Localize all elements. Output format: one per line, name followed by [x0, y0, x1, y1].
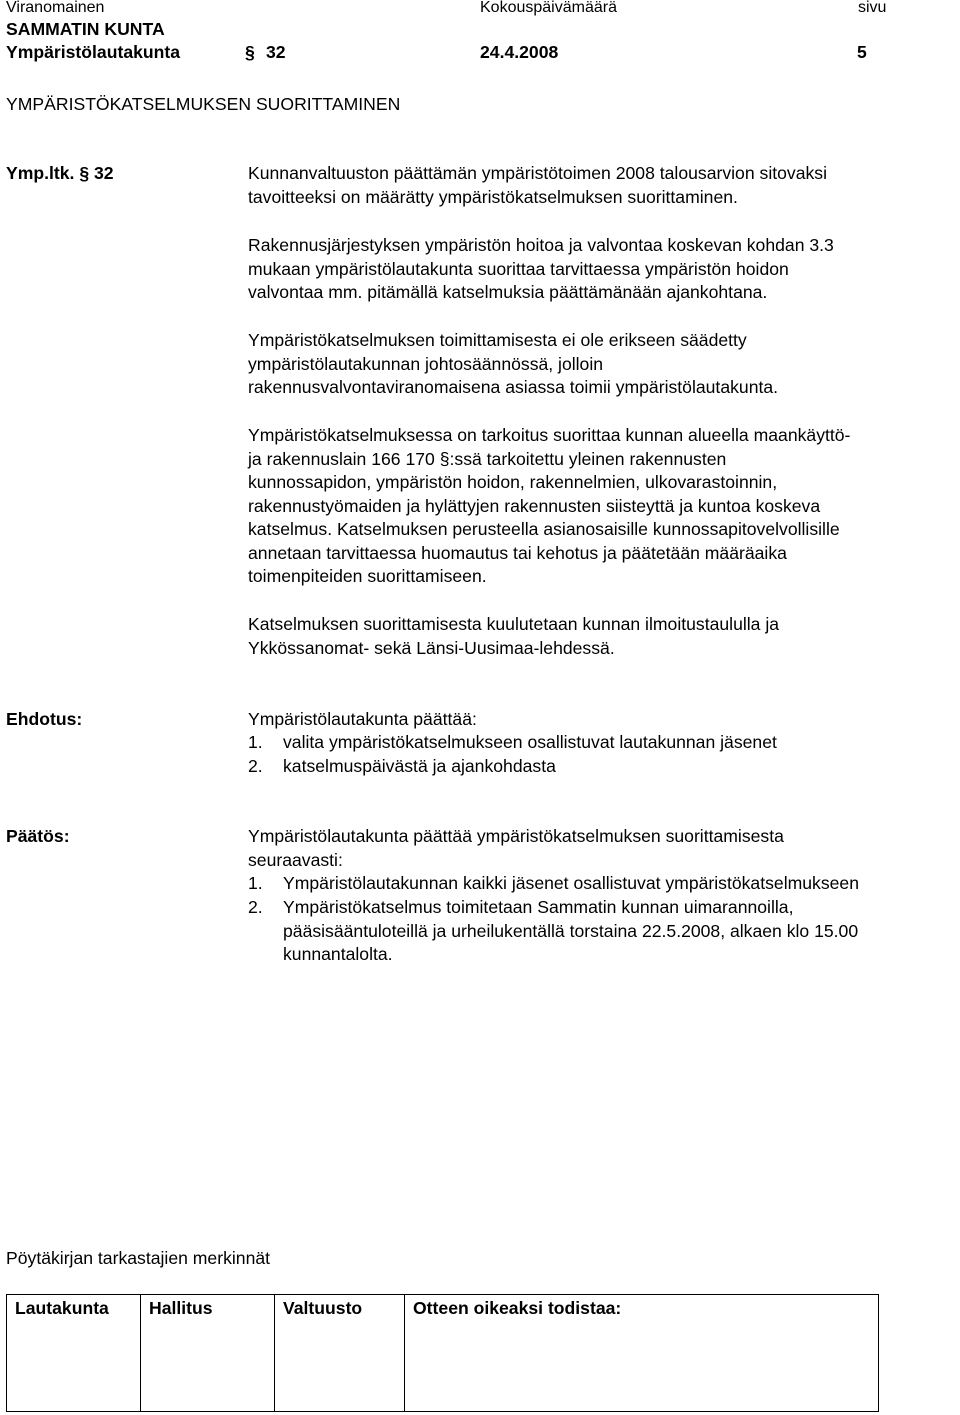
review-title: Pöytäkirjan tarkastajien merkinnät	[6, 1248, 271, 1268]
signature-cell-certification: Otteen oikeaksi todistaa:	[405, 1295, 879, 1412]
paragraph-4	[248, 424, 960, 589]
decision-label: Päätös:	[6, 826, 70, 846]
paragraph-1	[248, 162, 960, 209]
paragraph-3	[248, 329, 960, 400]
paragraph-line: Rakennusjärjestyksen ympäristön hoitoa ja valvontaa koskevan kohdan 3.3	[248, 235, 834, 255]
paragraph-line: tavoitteeksi on määrätty ympäristökatselmuksen suorittaminen.	[248, 186, 738, 207]
signature-cell-lautakunta: Lautakunta	[7, 1295, 141, 1412]
list-text-continued: pääsisääntuloteillä ja urheilukentällä torstaina 22.5.2008, alkaen klo 15.00	[283, 921, 859, 941]
list-text: valita ympäristökatselmukseen osallistuvat lautakunnan jäsenet	[283, 732, 777, 752]
paragraph-line: annetaan tarvittaessa huomautus tai kehotus ja päätetään määräaika	[248, 542, 787, 563]
paragraph-line: seuraavasti:	[248, 849, 343, 870]
case-reference	[6, 162, 114, 186]
list-text: Ympäristökatselmus toimitetaan Sammatin kunnan uimarannoilla,	[283, 897, 794, 917]
signature-table	[6, 1294, 879, 1412]
paragraph-line: kunnossapidon, ympäristön hoidon, rakennelmien, ulkovarastoinnin,	[248, 472, 778, 492]
paragraph-line: Ykkössanomat- sekä Länsi-Uusimaa-lehdessä.	[248, 637, 615, 658]
list-number: 1.	[248, 732, 263, 752]
board-name: Ympäristölautakunta	[6, 42, 181, 62]
list-number: 2.	[248, 756, 263, 776]
meeting-date: 24.4.2008	[480, 42, 559, 62]
case-number: 32	[94, 163, 114, 183]
header-col1-label: Viranomainen	[6, 0, 105, 16]
paragraph-line: Kunnanvaltuuston päättämän ympäristötoimen 2008 talousarvion sitovaksi	[248, 163, 827, 183]
decision-item	[248, 896, 793, 920]
signature-cell-valtuusto: Valtuusto	[275, 1295, 405, 1412]
municipality-name: SAMMATIN KUNTA	[6, 19, 165, 39]
list-text-continued: kunnantalolta.	[283, 944, 393, 964]
paragraph-line: ympäristölautakunnan johtosäännössä, jolloin	[248, 353, 604, 374]
case-prefix: Ymp.ltk.	[6, 163, 75, 183]
list-text: Ympäristölautakunnan kaikki jäsenet osallistuvat ympäristökatselmukseen	[283, 873, 859, 893]
paragraph-line: toimenpiteiden suorittamiseen.	[248, 566, 487, 586]
header-col2-label: Kokouspäivämäärä	[480, 0, 617, 16]
list-text: katselmuspäivästä ja ajankohdasta	[283, 756, 556, 776]
paragraph-line: rakennustyömaiden ja hylättyjen rakennusten siisteyttä ja kuntoa koskeva	[248, 495, 821, 516]
section-number: 32	[266, 42, 286, 62]
decision-intro	[248, 825, 960, 872]
list-number: 2.	[248, 897, 263, 917]
paragraph-line: mukaan ympäristölautakunta suorittaa tarvittaessa ympäristön hoidon	[248, 258, 789, 279]
paragraph-2	[248, 234, 960, 305]
paragraph-line: rakennusvalvontaviranomaisena asiassa toimii ympäristölautakunta.	[248, 377, 779, 397]
header-col3-label: sivu	[858, 0, 887, 16]
signature-cell-hallitus: Hallitus	[141, 1295, 275, 1412]
paragraph-line: Ympäristökatselmuksen toimittamisesta ei ole erikseen säädetty	[248, 330, 747, 350]
section-sign: §	[245, 42, 255, 62]
proposal-intro: Ympäristölautakunta päättää:	[248, 709, 477, 729]
paragraph-line: Katselmuksen suorittamisesta kuulutetaan kunnan ilmoitustaululla ja	[248, 614, 780, 634]
page-number: 5	[857, 42, 867, 62]
document-title: YMPÄRISTÖKATSELMUKSEN SUORITTAMINEN	[6, 94, 401, 114]
paragraph-5	[248, 613, 960, 660]
paragraph-line: ja rakennuslain 166 170 §:ssä tarkoitettu yleinen rakennusten	[248, 448, 727, 469]
paragraph-line: Ympäristökatselmuksessa on tarkoitus suorittaa kunnan alueella maankäyttö-	[248, 425, 851, 445]
case-sign: §	[79, 163, 90, 183]
list-number: 1.	[248, 873, 263, 893]
proposal-item	[248, 755, 556, 779]
proposal-label: Ehdotus:	[6, 709, 83, 729]
paragraph-line: Ympäristölautakunta päättää ympäristökatselmuksen suorittamisesta	[248, 826, 784, 846]
paragraph-line: valvontaa mm. pitämällä katselmuksia päättämänään ajankohtana.	[248, 282, 768, 302]
proposal-item	[248, 731, 777, 755]
decision-item	[248, 872, 859, 896]
paragraph-line: katselmus. Katselmuksen perusteella asianosaisille kunnossapitovelvollisille	[248, 519, 840, 539]
